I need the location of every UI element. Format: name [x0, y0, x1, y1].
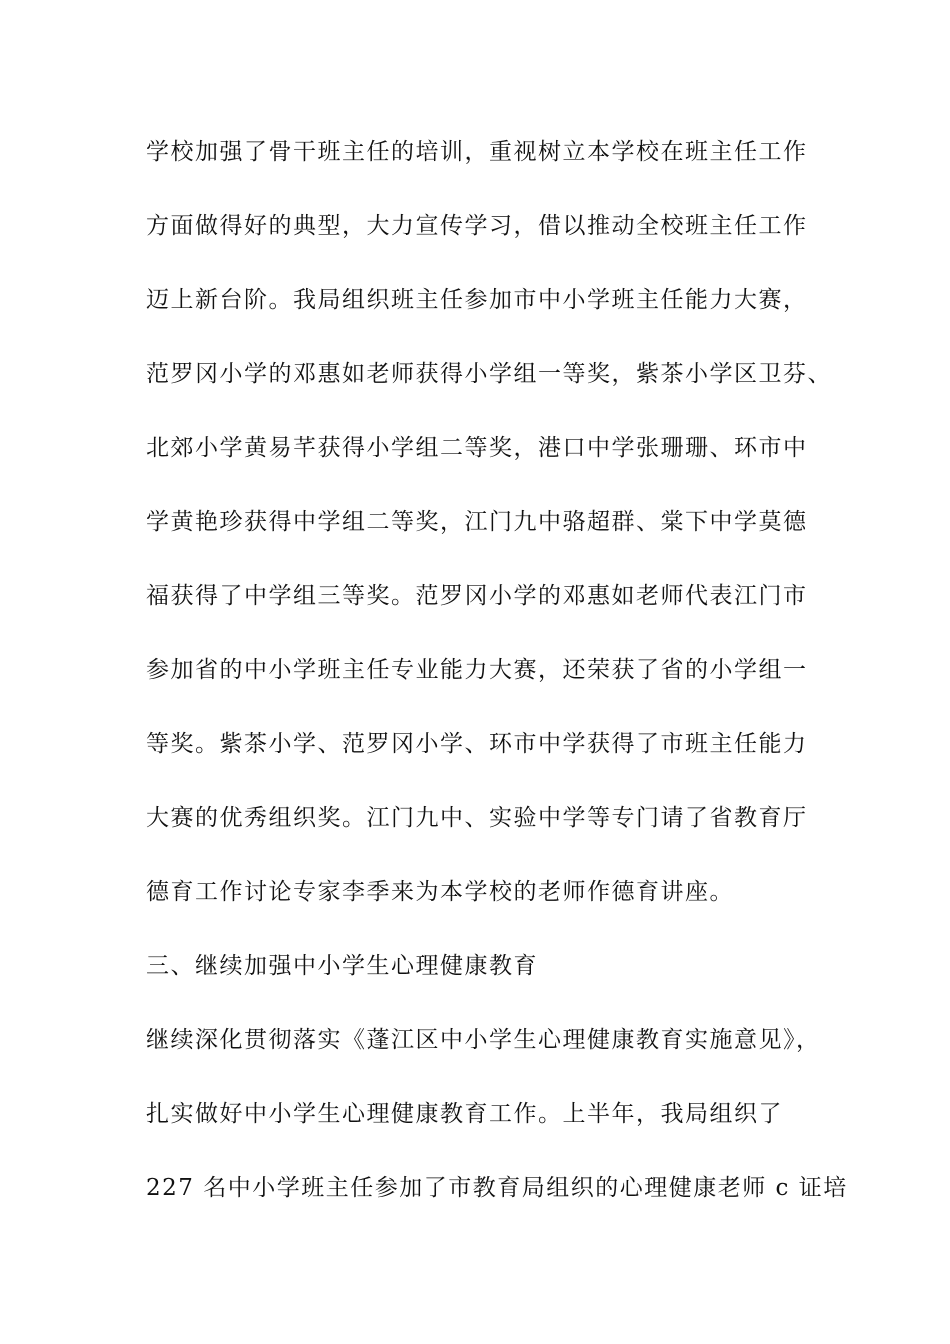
paragraph-line: 227 名中小学班主任参加了市教育局组织的心理健康老师 c 证培 — [146, 1175, 848, 1201]
paragraph-line: 参加省的中小学班主任专业能力大赛，还荣获了省的小学组一 — [146, 657, 808, 683]
paragraph-line: 扎实做好中小学生心理健康教育工作。上半年，我局组织了 — [146, 1101, 783, 1127]
paragraph-line: 德育工作讨论专家李季来为本学校的老师作德育讲座。 — [146, 879, 734, 905]
paragraph-line: 福获得了中学组三等奖。范罗冈小学的邓惠如老师代表江门市 — [146, 583, 808, 609]
paragraph-line: 等奖。紫茶小学、范罗冈小学、环市中学获得了市班主任能力 — [146, 731, 808, 757]
paragraph-line: 继续深化贯彻落实《蓬江区中小学生心理健康教育实施意见》， — [146, 1027, 821, 1053]
paragraph-line: 北郊小学黄易芊获得小学组二等奖，港口中学张珊珊、环市中 — [146, 435, 808, 461]
paragraph-line: 大赛的优秀组织奖。江门九中、实验中学等专门请了省教育厅 — [146, 805, 808, 831]
paragraph-line: 范罗冈小学的邓惠如老师获得小学组一等奖，紫茶小学区卫芬、 — [146, 361, 832, 387]
paragraph-line: 学黄艳珍获得中学组二等奖，江门九中骆超群、棠下中学莫德 — [146, 509, 808, 535]
paragraph-line: 迈上新台阶。我局组织班主任参加市中小学班主任能力大赛， — [146, 287, 808, 313]
paragraph-line: 学校加强了骨干班主任的培训，重视树立本学校在班主任工作 — [146, 139, 808, 165]
section-heading: 三、继续加强中小学生心理健康教育 — [146, 953, 538, 979]
paragraph-line: 方面做得好的典型，大力宣传学习，借以推动全校班主任工作 — [146, 213, 808, 239]
